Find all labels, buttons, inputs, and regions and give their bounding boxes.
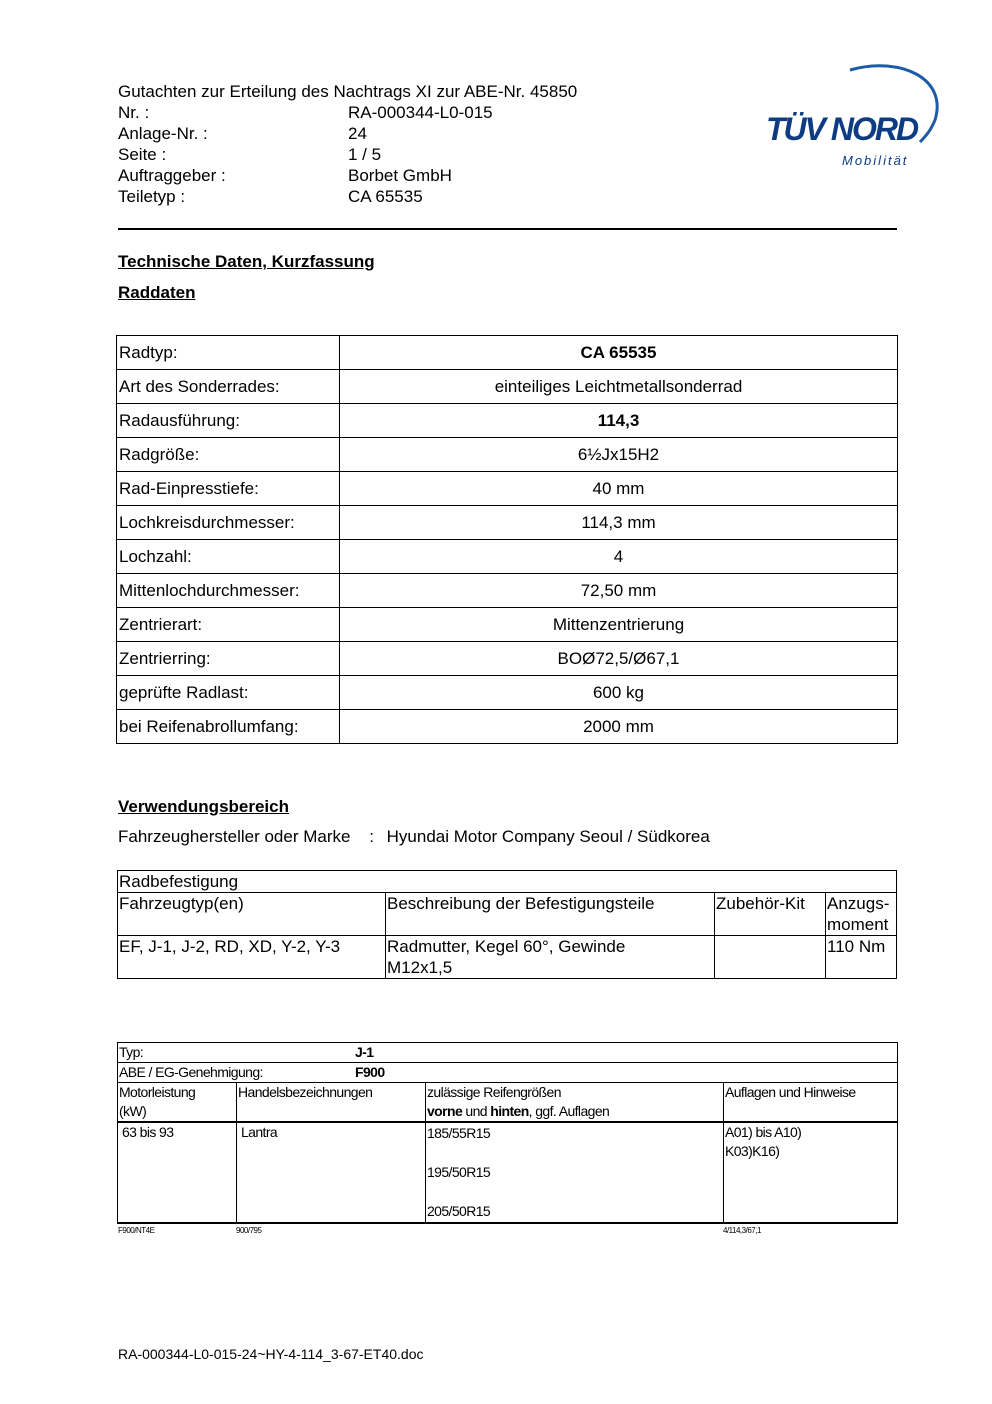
header-key: Nr. : (118, 103, 150, 122)
header-value: RA-000344-L0-015 (348, 103, 493, 122)
abe-value: F900 (355, 1064, 385, 1080)
header-row-auftraggeber (118, 165, 577, 186)
reifen-size-2: 195/50R15 (427, 1164, 491, 1180)
header-anzugsmoment-line2: moment (827, 915, 889, 934)
table-row (117, 574, 898, 608)
table-row (117, 472, 898, 506)
footnote-abe: F900/NT4E (118, 1226, 155, 1235)
row-label: Radausführung: (117, 404, 340, 438)
row-value: 4 (340, 540, 898, 574)
header-value: 1 / 5 (348, 145, 382, 164)
header-key: Auftraggeber : (118, 166, 226, 185)
cell-beschreibung (386, 936, 715, 979)
abe-row (118, 1063, 898, 1083)
row-label: Rad-Einpresstiefe: (117, 472, 340, 506)
abe-label: ABE / EG-Genehmigung: (119, 1064, 263, 1080)
table-row (117, 710, 898, 744)
document-footer: RA-000344-L0-015-24~HY-4-114_3-67-ET40.doc (118, 1346, 424, 1362)
fahrzeughersteller-label: Fahrzeughersteller oder Marke (118, 827, 351, 846)
header-auflagen-hinweise: Auflagen und Hinweise (724, 1083, 898, 1123)
header-row-seite (118, 144, 577, 165)
table-row (117, 336, 898, 370)
header-key: Teiletyp : (118, 187, 186, 206)
radbefestigung-title: Radbefestigung (118, 871, 897, 893)
auflagen-line2: K03)K16) (725, 1143, 780, 1159)
header-anzugsmoment-line1: Anzugs- (827, 894, 890, 913)
row-value: 114,3 (340, 404, 898, 438)
header-value: Borbet GmbH (348, 166, 452, 185)
row-value: 6½Jx15H2 (340, 438, 898, 472)
row-value: einteiliges Leichtmetallsonderrad (340, 370, 898, 404)
auflagen-line1: A01) bis A10) (725, 1124, 802, 1140)
table-row (117, 540, 898, 574)
tuev-nord-logo (760, 58, 945, 173)
row-label: Art des Sonderrades: (117, 370, 340, 404)
cell-auflagen (724, 1122, 898, 1223)
fahrzeughersteller-separator: : (369, 827, 374, 846)
cell-zubehoer-kit (715, 936, 826, 979)
header-reifengroessen-line1: zulässige Reifengrößen (427, 1084, 561, 1100)
cell-reifengroessen (426, 1122, 724, 1223)
heading-technische-daten: Technische Daten, Kurzfassung (118, 252, 375, 271)
cell-handelsbezeichnung: Lantra (237, 1122, 426, 1223)
fahrzeughersteller-value: Hyundai Motor Company Seoul / Südkorea (386, 827, 710, 846)
table-row (117, 438, 898, 472)
table-row (117, 676, 898, 710)
typ-row (118, 1043, 898, 1063)
row-label: Zentrierring: (117, 642, 340, 676)
header-key: Anlage-Nr. : (118, 124, 208, 143)
header-hinten: hinten (490, 1103, 529, 1119)
header-divider (118, 228, 897, 230)
abe-cell (118, 1063, 898, 1083)
table-row (117, 404, 898, 438)
typ-table (117, 1042, 898, 1224)
table-row (118, 871, 897, 893)
header-zubehoer-kit: Zubehör-Kit (715, 893, 826, 936)
radbefestigung-table (117, 870, 897, 979)
row-value: 40 mm (340, 472, 898, 506)
row-value: 72,50 mm (340, 574, 898, 608)
header-value: 24 (348, 124, 367, 143)
cell-fahrzeugtypen: EF, J-1, J-2, RD, XD, Y-2, Y-3 (118, 936, 386, 979)
row-label: geprüfte Radlast: (117, 676, 340, 710)
row-value: 114,3 mm (340, 506, 898, 540)
header-handelsbezeichnungen: Handelsbezeichnungen (237, 1083, 426, 1123)
row-value: 600 kg (340, 676, 898, 710)
row-label: Mittenlochdurchmesser: (117, 574, 340, 608)
table-row (117, 642, 898, 676)
row-value: BOØ72,5/Ø67,1 (340, 642, 898, 676)
raddaten-table (116, 335, 898, 744)
reifen-size-1: 185/55R15 (427, 1125, 491, 1141)
table-header-row (118, 893, 897, 936)
table-row (117, 370, 898, 404)
table-row (118, 1122, 898, 1223)
header-row-teiletyp (118, 186, 577, 207)
cell-anzugsmoment: 110 Nm (826, 936, 897, 979)
typ-cell (118, 1043, 898, 1063)
header-row-nr (118, 102, 577, 123)
row-label: Lochzahl: (117, 540, 340, 574)
heading-raddaten: Raddaten (118, 283, 196, 302)
row-value: Mittenzentrierung (340, 608, 898, 642)
typ-value: J-1 (355, 1044, 374, 1060)
document-title: Gutachten zur Erteilung des Nachtrags XI zur ABE-Nr. 45850 (118, 82, 578, 101)
row-label: Radtyp: (117, 336, 340, 370)
typ-label: Typ: (119, 1044, 144, 1060)
cell-motorleistung: 63 bis 93 (118, 1122, 237, 1223)
row-label: Zentrierart: (117, 608, 340, 642)
header-motorleistung-line1: Motorleistung (119, 1084, 196, 1100)
footnote-bolt: 4/114,3/67,1 (723, 1226, 761, 1235)
header-value: CA 65535 (348, 187, 423, 206)
header-fahrzeugtypen: Fahrzeugtyp(en) (118, 893, 386, 936)
header-beschreibung: Beschreibung der Befestigungsteile (386, 893, 715, 936)
header-auflagen-suffix: , ggf. Auflagen (528, 1103, 610, 1119)
table-row (117, 506, 898, 540)
reifen-size-3: 205/50R15 (427, 1203, 491, 1219)
row-label: Lochkreisdurchmesser: (117, 506, 340, 540)
fahrzeughersteller-line (118, 827, 710, 847)
cell-beschreibung-line2: M12x1,5 (387, 958, 453, 977)
cell-beschreibung-line1: Radmutter, Kegel 60°, Gewinde (387, 937, 626, 956)
document-header (118, 81, 577, 207)
logo-sub-text: Mobilität (842, 153, 909, 168)
header-row-anlage (118, 123, 577, 144)
header-motorleistung (118, 1083, 237, 1123)
row-label: bei Reifenabrollumfang: (117, 710, 340, 744)
header-und: und (462, 1103, 491, 1119)
row-value: 2000 mm (340, 710, 898, 744)
table-row (118, 936, 897, 979)
header-key: Seite : (118, 145, 167, 164)
table-row (117, 608, 898, 642)
header-motorleistung-line2: (kW) (119, 1103, 147, 1119)
header-vorne: vorne (427, 1103, 463, 1119)
row-value: CA 65535 (340, 336, 898, 370)
table-header-row (118, 1083, 898, 1123)
heading-verwendungsbereich: Verwendungsbereich (118, 797, 289, 816)
header-anzugsmoment (826, 893, 897, 936)
logo-brand-text: TÜV NORD (766, 111, 918, 147)
footnote-code: 900/795 (236, 1226, 262, 1235)
row-label: Radgröße: (117, 438, 340, 472)
header-reifengroessen (426, 1083, 724, 1123)
